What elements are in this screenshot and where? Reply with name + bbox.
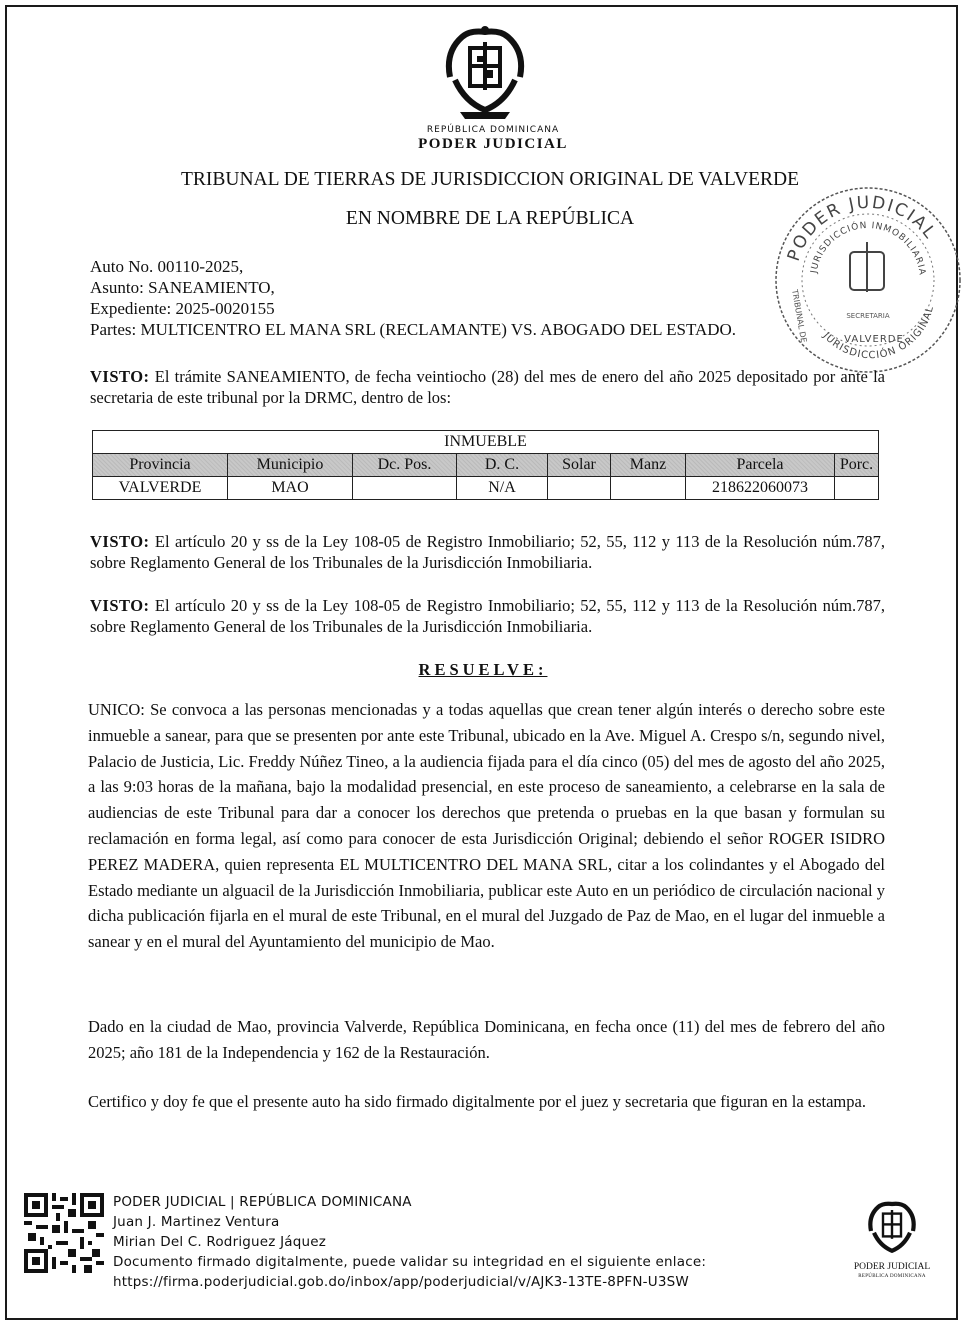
- expediente: Expediente: 2025-0020155: [90, 299, 275, 318]
- footer-logo-title: PODER JUDICIAL: [853, 1262, 931, 1272]
- stamp-tribunal: TRIBUNAL DE: [790, 288, 809, 344]
- table-header-row: [93, 454, 879, 477]
- table-header: Manz: [611, 454, 686, 477]
- visto-3: [90, 595, 885, 637]
- stamp-top-text: PODER JUDICIAL: [783, 192, 941, 264]
- coat-of-arms-icon: [440, 22, 530, 122]
- stamp-bottom-text: JURISDICCIÓN ORIGINAL: [820, 304, 937, 362]
- partes: Partes: MULTICENTRO EL MANA SRL (RECLAMANTE) VS. ABOGADO DEL ESTADO.: [90, 320, 737, 339]
- table-header: Solar: [548, 454, 611, 477]
- footer-validation-link[interactable]: https://firma.poderjudicial.gob.do/inbox/app/poderjudicial/v/AJK3-13TE-8PFN-U3SW: [113, 1274, 689, 1290]
- header-country: REPÚBLICA DOMINICANA: [426, 125, 560, 135]
- visto-2: [90, 531, 885, 573]
- official-stamp-icon: [768, 180, 967, 380]
- stamp-place: VALVERDE: [844, 334, 904, 345]
- table-cell: 218622060073: [686, 477, 835, 500]
- tribunal-title: TRIBUNAL DE TIERRAS DE JURISDICCION ORIGINAL DE VALVERDE: [180, 169, 800, 190]
- resuelve-heading: RESUELVE:: [418, 660, 548, 679]
- footer-signer-secretary: Mirian Del C. Rodriguez Jáquez: [113, 1234, 327, 1250]
- dado-paragraph: Dado en la ciudad de Mao, provincia Valverde, República Dominicana, en fecha once (11) del mes de febrero del año 2025; año 181 de la Independencia y 162 de la Restauración.: [88, 1017, 885, 1062]
- table-header: Municipio: [228, 454, 353, 477]
- footer-signature-block: [113, 1192, 793, 1292]
- table-header: D. C.: [457, 454, 548, 477]
- visto-1-label: VISTO:: [90, 367, 150, 386]
- table-title: INMUEBLE: [93, 431, 879, 454]
- table-header: Dc. Pos.: [353, 454, 457, 477]
- stamp-inner-text: JURISDICCIÓN INMOBILIARIA: [809, 220, 927, 277]
- table-cell: [353, 477, 457, 500]
- asunto: Asunto: SANEAMIENTO,: [90, 278, 275, 297]
- visto-2-label: VISTO:: [90, 532, 150, 551]
- table-cell: VALVERDE: [93, 477, 228, 500]
- certifico-paragraph: Certifico y doy fe que el presente auto ha sido firmado digitalmente por el juez y secretaria que figuran en la estampa.: [88, 1092, 866, 1111]
- footer-logo-sub: REPÚBLICA DOMINICANA: [858, 1274, 926, 1279]
- visto-1-text: El trámite SANEAMIENTO, de fecha veintiocho (28) del mes de enero del año 2025 depositado por ante la secretaria de este tribunal por la DRMC, dentro de los:: [90, 367, 885, 407]
- footer-coat-of-arms-icon: [862, 1198, 922, 1258]
- stamp-secretaria: SECRETARIA: [846, 312, 890, 320]
- subtitle: EN NOMBRE DE LA REPÚBLICA: [345, 208, 635, 229]
- table-cell: [548, 477, 611, 500]
- footer-signer-judge: Juan J. Martinez Ventura: [113, 1214, 280, 1230]
- qr-code-icon[interactable]: [24, 1193, 104, 1273]
- visto-1: [90, 366, 885, 408]
- table-row: [93, 477, 879, 500]
- visto-2-text: El artículo 20 y ss de la Ley 108-05 de Registro Inmobiliario; 52, 55, 112 y 113 de la Resolución núm.787, sobre Reglamento General de los Tribunales de la Jurisdicción Inmobiliaria.: [90, 532, 885, 572]
- visto-3-text: El artículo 20 y ss de la Ley 108-05 de Registro Inmobiliario; 52, 55, 112 y 113 de la Resolución núm.787, sobre Reglamento General de los Tribunales de la Jurisdicción Inmobiliaria.: [90, 596, 885, 636]
- inmueble-table: [92, 430, 879, 500]
- table-cell: N/A: [457, 477, 548, 500]
- header-institution: PODER JUDICIAL: [418, 136, 568, 152]
- table-header: Provincia: [93, 454, 228, 477]
- auto-number: Auto No. 00110-2025,: [90, 257, 244, 276]
- table-cell: MAO: [228, 477, 353, 500]
- footer-institution: PODER JUDICIAL | REPÚBLICA DOMINICANA: [113, 1194, 412, 1210]
- table-cell: [835, 477, 879, 500]
- footer-validation-note: Documento firmado digitalmente, puede validar su integridad en el siguiente enlace:: [113, 1254, 707, 1270]
- table-header: Parcela: [686, 454, 835, 477]
- unico-paragraph: UNICO: Se convoca a las personas mencionadas y a todas aquellas que crean tener algún interés o derecho sobre este inmueble a sanear, para que se presenten por ante este Tribunal, ubicado en la Ave. Miguel A. Crespo s/n, segundo nivel, Palacio de Justicia, Lic. Freddy Núñez Tineo, a la audiencia fijada para el día cinco (05) del mes de agosto del año 2025, a las 9:03 horas de la mañana, bajo la modalidad presencial, en este proceso de saneamiento, a celebrarse en la sala de audiencias de este Tribunal para dar a conocer los derechos que pretenda o pruebas en la que basan y formulan su reclamación en forma legal, así como para conocer de esta Jurisdicción Original; debiendo el señor ROGER ISIDRO PEREZ MADERA, quien representa EL MULTICENTRO DEL MANA SRL, citar a los colindantes y el Abogado del Estado mediante un alguacil de la Jurisdicción Inmobiliaria, publicar este Auto en un periódico de circulación nacional y dicha publicación fijarla en el mural de este Tribunal, en el mural del Juzgado de Paz de Mao, en el lugar del inmueble a sanear y en el mural del Ayuntamiento del municipio de Mao.: [88, 700, 885, 952]
- table-header: Porc.: [835, 454, 879, 477]
- table-cell: [611, 477, 686, 500]
- visto-3-label: VISTO:: [90, 596, 150, 615]
